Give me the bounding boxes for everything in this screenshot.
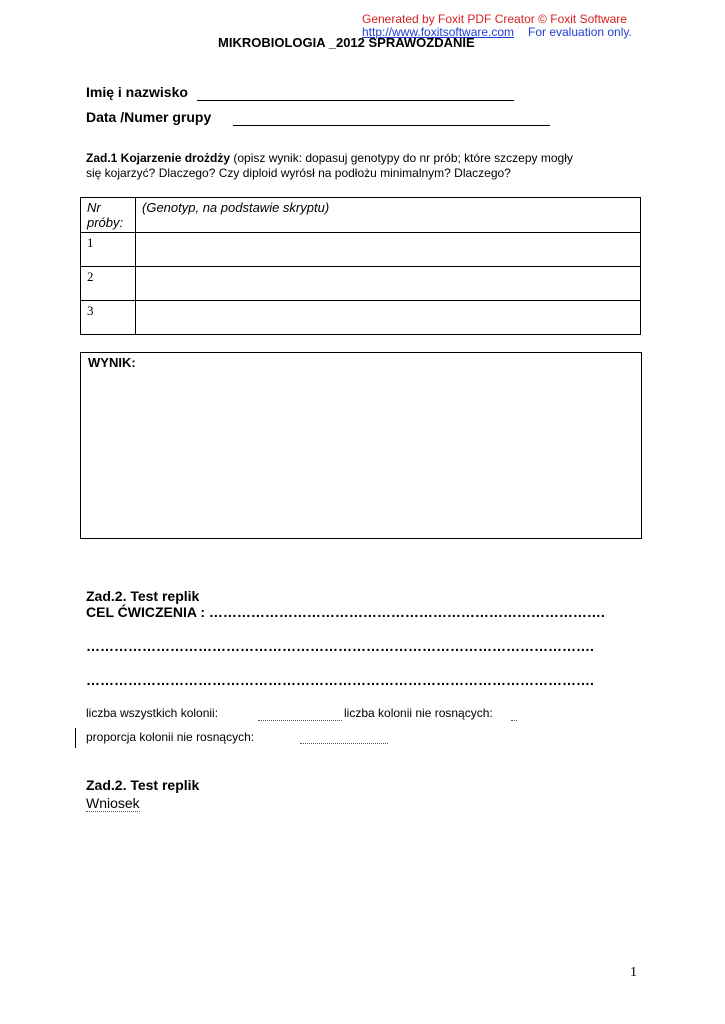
- table-row: [81, 233, 641, 267]
- proportion-field[interactable]: [300, 733, 388, 744]
- table-row: [81, 267, 641, 301]
- proportion-label: proporcja kolonii nie rosnących:: [86, 730, 255, 744]
- task1-instruction: [86, 151, 573, 165]
- page-number: 1: [630, 965, 637, 980]
- watermark-link[interactable]: http://www.foxitsoftware.com: [362, 25, 515, 39]
- table-header-row: [81, 198, 641, 233]
- task2-heading: Zad.2. Test replik: [86, 588, 200, 604]
- sample-number: 1: [81, 233, 136, 267]
- conclusion-label: Wniosek: [86, 795, 140, 811]
- name-label: Imię i nazwisko: [86, 84, 188, 100]
- group-field[interactable]: [233, 109, 550, 126]
- text-cursor: [75, 728, 76, 748]
- genotype-table: [80, 197, 641, 335]
- col-sample-header-a: Nr: [87, 200, 101, 215]
- group-label: Data /Numer grupy: [86, 109, 212, 125]
- task1-instruction-line2: się kojarzyć? Dlaczego? Czy diploid wyrósł na podłożu minimalnym? Dlaczego?: [86, 166, 511, 180]
- result-label: WYNIK:: [88, 355, 136, 370]
- col-sample-header: [81, 198, 136, 233]
- sample-number: 3: [81, 301, 136, 335]
- goal-dots-line-3[interactable]: ……………………………………………………………………………………………….: [86, 672, 594, 688]
- count-all-label: liczba wszystkich kolonii:: [86, 706, 219, 720]
- col-genotype-header: (Genotyp, na podstawie skryptu): [136, 198, 641, 233]
- goal-line: [86, 604, 605, 620]
- count-all-field[interactable]: [258, 710, 342, 721]
- genotype-cell[interactable]: [136, 233, 641, 267]
- result-box[interactable]: [80, 352, 642, 539]
- genotype-cell[interactable]: [136, 267, 641, 301]
- sample-number: 2: [81, 267, 136, 301]
- genotype-cell[interactable]: [136, 301, 641, 335]
- table-row: [81, 301, 641, 335]
- goal-label: CEL ĆWICZENIA :: [86, 604, 205, 620]
- count-nongrowing-label: liczba kolonii nie rosnących:: [344, 706, 493, 720]
- col-sample-header-b: próby:: [87, 215, 124, 230]
- name-field[interactable]: [197, 84, 514, 101]
- watermark-line: Generated by Foxit PDF Creator © Foxit Software: [362, 12, 627, 26]
- task1-heading: Zad.1 Kojarzenie drożdży: [86, 151, 231, 165]
- watermark-eval-note: For evaluation only.: [528, 25, 632, 39]
- task1-instruction-line1: (opisz wynik: dopasuj genotypy do nr prób; które szczepy mogły: [230, 151, 573, 165]
- goal-dots[interactable]: ………………………………………………………………………….: [208, 604, 605, 620]
- count-nongrowing-field[interactable]: [511, 710, 517, 721]
- task2b-heading: Zad.2. Test replik: [86, 777, 200, 793]
- goal-dots-line-2[interactable]: ……………………………………………………………………………………………….: [86, 638, 594, 654]
- page-title: MIKROBIOLOGIA _2012 SPRAWOZDANIE: [218, 35, 475, 50]
